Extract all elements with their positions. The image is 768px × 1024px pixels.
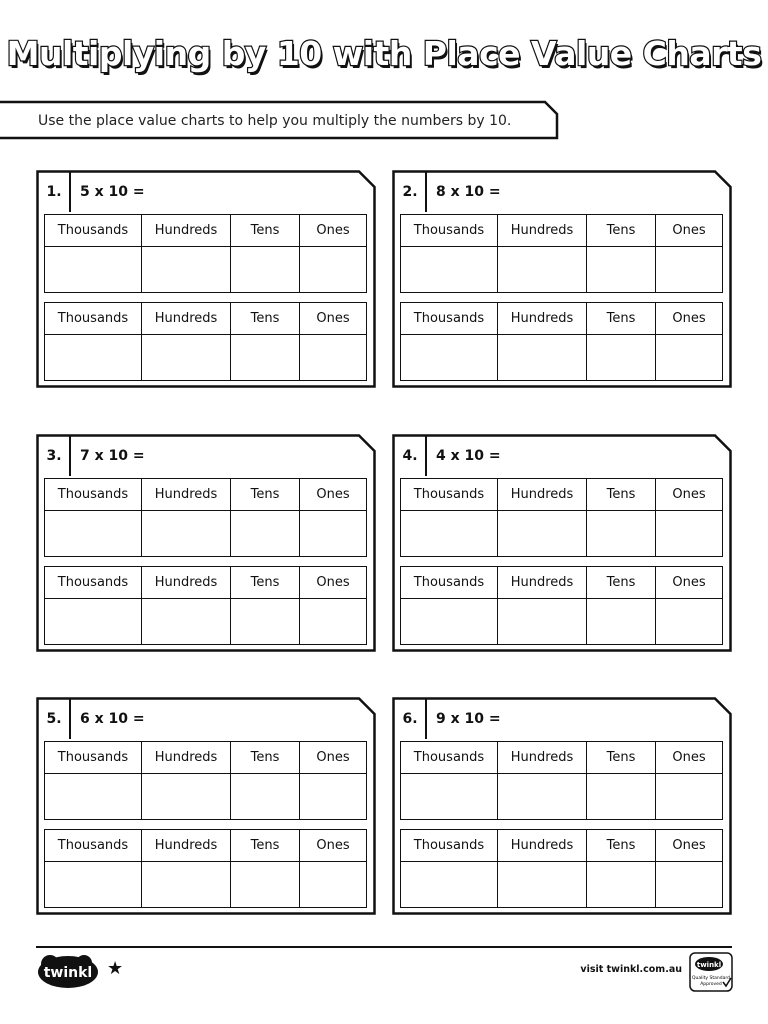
- header-tens: Tens: [587, 479, 656, 511]
- badge-line2: Approved: [700, 982, 722, 987]
- place-value-chart-1: [44, 214, 367, 293]
- place-value-chart-2: [44, 829, 367, 908]
- chart-answer-row: [401, 774, 723, 820]
- header-thousands: Thousands: [401, 742, 498, 774]
- answer-cell-hundreds[interactable]: [498, 247, 587, 293]
- header-tens: Tens: [231, 215, 300, 247]
- place-value-chart-2: [400, 829, 723, 908]
- answer-cell-ones[interactable]: [656, 862, 723, 908]
- answer-cell-thousands[interactable]: [45, 335, 142, 381]
- chart-answer-row: [45, 599, 367, 645]
- header-tens: Tens: [231, 479, 300, 511]
- answer-cell-hundreds[interactable]: [498, 599, 587, 645]
- header-tens: Tens: [587, 830, 656, 862]
- answer-cell-thousands[interactable]: [401, 335, 498, 381]
- header-hundreds: Hundreds: [142, 215, 231, 247]
- chart-header-row: [45, 215, 367, 247]
- header-thousands: Thousands: [45, 567, 142, 599]
- header-thousands: Thousands: [45, 303, 142, 335]
- header-tens: Tens: [231, 742, 300, 774]
- chart-answer-row: [401, 862, 723, 908]
- header-tens: Tens: [587, 215, 656, 247]
- chart-header-row: [401, 303, 723, 335]
- answer-cell-hundreds[interactable]: [142, 774, 231, 820]
- chart-header-row: [45, 830, 367, 862]
- answer-cell-ones[interactable]: [656, 599, 723, 645]
- header-ones: Ones: [656, 830, 723, 862]
- visit-url: visit twinkl.com.au: [580, 964, 682, 975]
- answer-cell-thousands[interactable]: [45, 774, 142, 820]
- answer-cell-thousands[interactable]: [45, 511, 142, 557]
- quality-standard-badge: [689, 952, 733, 992]
- badge-brand-text: twinkl: [696, 961, 722, 969]
- question-number: 1.: [46, 184, 62, 200]
- place-value-chart-1: [400, 478, 723, 557]
- chart-answer-row: [401, 335, 723, 381]
- answer-cell-hundreds[interactable]: [498, 774, 587, 820]
- answer-cell-tens[interactable]: [231, 862, 300, 908]
- question-text: 4 x 10 =: [436, 448, 501, 464]
- answer-cell-ones[interactable]: [300, 335, 367, 381]
- chart-header-row: [45, 742, 367, 774]
- question-text: 9 x 10 =: [436, 711, 501, 727]
- question-card-5: [36, 697, 376, 915]
- place-value-chart-2: [44, 302, 367, 381]
- header-hundreds: Hundreds: [498, 303, 587, 335]
- chart-header-row: [45, 479, 367, 511]
- place-value-chart-1: [400, 214, 723, 293]
- question-number: 5.: [46, 711, 62, 727]
- question-text: 5 x 10 =: [80, 184, 145, 200]
- question-number: 2.: [402, 184, 418, 200]
- header-hundreds: Hundreds: [142, 303, 231, 335]
- chart-answer-row: [401, 511, 723, 557]
- answer-cell-ones[interactable]: [656, 511, 723, 557]
- header-thousands: Thousands: [401, 479, 498, 511]
- header-ones: Ones: [300, 303, 367, 335]
- question-divider: [69, 172, 71, 212]
- question-divider: [425, 699, 427, 739]
- star-icon: ★: [107, 958, 124, 979]
- header-hundreds: Hundreds: [142, 567, 231, 599]
- badge-line1: Quality Standard: [692, 976, 730, 981]
- chart-header-row: [401, 742, 723, 774]
- header-ones: Ones: [300, 567, 367, 599]
- chart-header-row: [401, 830, 723, 862]
- header-ones: Ones: [656, 479, 723, 511]
- answer-cell-thousands[interactable]: [45, 599, 142, 645]
- header-thousands: Thousands: [45, 830, 142, 862]
- answer-cell-thousands[interactable]: [45, 862, 142, 908]
- header-tens: Tens: [587, 567, 656, 599]
- answer-cell-thousands[interactable]: [401, 511, 498, 557]
- question-card-4: [392, 434, 732, 652]
- answer-cell-tens[interactable]: [587, 774, 656, 820]
- question-text: 8 x 10 =: [436, 184, 501, 200]
- header-ones: Ones: [656, 742, 723, 774]
- answer-cell-thousands[interactable]: [401, 862, 498, 908]
- place-value-chart-1: [400, 741, 723, 820]
- instruction-text: Use the place value charts to help you multiply the numbers by 10.: [38, 113, 512, 129]
- header-ones: Ones: [656, 215, 723, 247]
- page-title: Multiplying by 10 with Place Value Charts: [6, 34, 762, 73]
- chart-answer-row: [45, 511, 367, 557]
- answer-cell-hundreds[interactable]: [142, 335, 231, 381]
- question-number: 4.: [402, 448, 418, 464]
- answer-cell-thousands[interactable]: [401, 247, 498, 293]
- question-divider: [425, 436, 427, 476]
- header-thousands: Thousands: [45, 215, 142, 247]
- chart-answer-row: [45, 335, 367, 381]
- header-thousands: Thousands: [45, 742, 142, 774]
- answer-cell-ones[interactable]: [656, 335, 723, 381]
- answer-cell-thousands[interactable]: [45, 247, 142, 293]
- footer-divider: [36, 946, 732, 948]
- header-tens: Tens: [231, 567, 300, 599]
- chart-header-row: [45, 303, 367, 335]
- answer-cell-tens[interactable]: [587, 335, 656, 381]
- question-number: 6.: [402, 711, 418, 727]
- answer-cell-ones[interactable]: [656, 247, 723, 293]
- question-number: 3.: [46, 448, 62, 464]
- twinkl-logo-text: twinkl: [43, 965, 93, 981]
- answer-cell-ones[interactable]: [300, 599, 367, 645]
- answer-cell-ones[interactable]: [300, 511, 367, 557]
- answer-cell-tens[interactable]: [231, 247, 300, 293]
- answer-cell-hundreds[interactable]: [498, 862, 587, 908]
- chart-header-row: [45, 567, 367, 599]
- answer-cell-hundreds[interactable]: [498, 335, 587, 381]
- place-value-chart-1: [44, 478, 367, 557]
- answer-cell-hundreds[interactable]: [142, 599, 231, 645]
- header-hundreds: Hundreds: [498, 742, 587, 774]
- chart-answer-row: [401, 599, 723, 645]
- header-tens: Tens: [587, 742, 656, 774]
- chart-header-row: [401, 215, 723, 247]
- question-text: 7 x 10 =: [80, 448, 145, 464]
- answer-cell-hundreds[interactable]: [142, 511, 231, 557]
- header-hundreds: Hundreds: [142, 479, 231, 511]
- question-divider: [69, 436, 71, 476]
- header-hundreds: Hundreds: [142, 830, 231, 862]
- answer-cell-ones[interactable]: [300, 862, 367, 908]
- chart-answer-row: [401, 247, 723, 293]
- header-thousands: Thousands: [401, 215, 498, 247]
- place-value-chart-2: [400, 566, 723, 645]
- place-value-chart-2: [400, 302, 723, 381]
- twinkl-logo: [36, 952, 100, 992]
- answer-cell-tens[interactable]: [587, 862, 656, 908]
- header-tens: Tens: [231, 303, 300, 335]
- chart-answer-row: [45, 862, 367, 908]
- answer-cell-hundreds[interactable]: [142, 862, 231, 908]
- answer-cell-thousands[interactable]: [401, 599, 498, 645]
- question-card-2: [392, 170, 732, 388]
- header-thousands: Thousands: [401, 303, 498, 335]
- header-ones: Ones: [300, 742, 367, 774]
- answer-cell-ones[interactable]: [300, 774, 367, 820]
- header-hundreds: Hundreds: [142, 742, 231, 774]
- header-tens: Tens: [231, 830, 300, 862]
- header-ones: Ones: [300, 215, 367, 247]
- header-hundreds: Hundreds: [498, 830, 587, 862]
- header-ones: Ones: [656, 567, 723, 599]
- header-thousands: Thousands: [45, 479, 142, 511]
- header-ones: Ones: [300, 830, 367, 862]
- chart-answer-row: [45, 774, 367, 820]
- question-divider: [69, 699, 71, 739]
- answer-cell-ones[interactable]: [656, 774, 723, 820]
- answer-cell-tens[interactable]: [231, 335, 300, 381]
- question-card-6: [392, 697, 732, 915]
- chart-header-row: [401, 567, 723, 599]
- answer-cell-tens[interactable]: [231, 511, 300, 557]
- header-hundreds: Hundreds: [498, 567, 587, 599]
- question-text: 6 x 10 =: [80, 711, 145, 727]
- answer-cell-tens[interactable]: [587, 247, 656, 293]
- question-card-3: [36, 434, 376, 652]
- header-tens: Tens: [587, 303, 656, 335]
- answer-cell-hundreds[interactable]: [142, 247, 231, 293]
- chart-answer-row: [45, 247, 367, 293]
- header-hundreds: Hundreds: [498, 215, 587, 247]
- answer-cell-tens[interactable]: [587, 599, 656, 645]
- question-divider: [425, 172, 427, 212]
- place-value-chart-2: [44, 566, 367, 645]
- answer-cell-tens[interactable]: [587, 511, 656, 557]
- chart-header-row: [401, 479, 723, 511]
- answer-cell-tens[interactable]: [231, 774, 300, 820]
- header-thousands: Thousands: [401, 567, 498, 599]
- answer-cell-hundreds[interactable]: [498, 511, 587, 557]
- header-thousands: Thousands: [401, 830, 498, 862]
- question-card-1: [36, 170, 376, 388]
- answer-cell-thousands[interactable]: [401, 774, 498, 820]
- answer-cell-tens[interactable]: [231, 599, 300, 645]
- header-ones: Ones: [656, 303, 723, 335]
- place-value-chart-1: [44, 741, 367, 820]
- answer-cell-ones[interactable]: [300, 247, 367, 293]
- header-ones: Ones: [300, 479, 367, 511]
- header-hundreds: Hundreds: [498, 479, 587, 511]
